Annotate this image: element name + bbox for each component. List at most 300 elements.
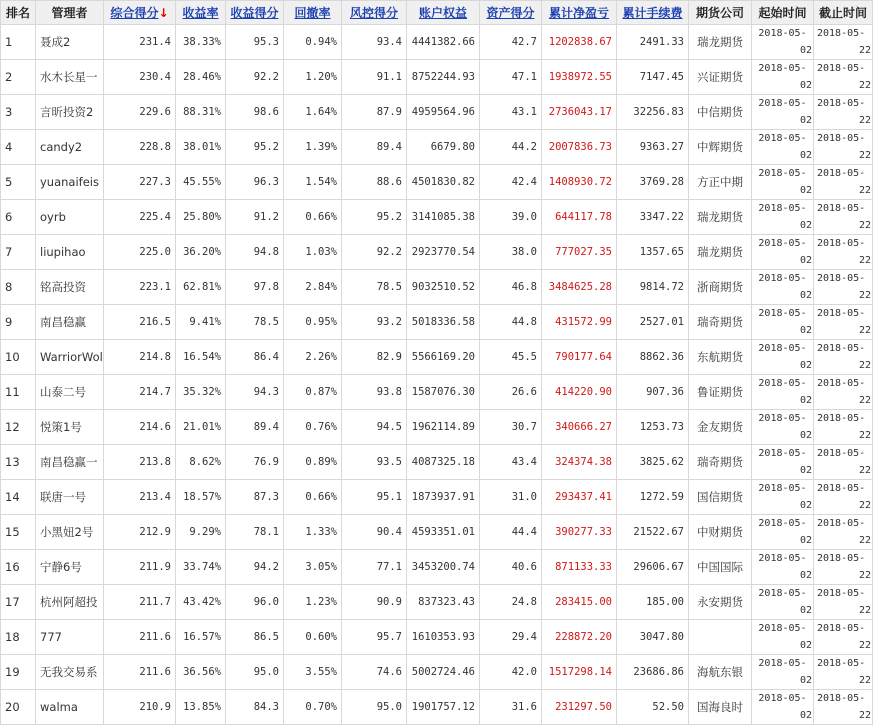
- cell-equity: 5566169.20: [407, 340, 480, 375]
- table-row: [1, 130, 873, 165]
- cell-return-rate: 16.54%: [176, 340, 226, 375]
- cell-start-time: [752, 305, 814, 340]
- cell-return-rate: 38.01%: [176, 130, 226, 165]
- header-equity[interactable]: 账户权益: [407, 1, 480, 25]
- cell-end-time: [814, 25, 873, 60]
- cell-composite-score: 211.6: [104, 655, 176, 690]
- end-time-date-part: 2018-05-: [817, 553, 866, 564]
- cell-composite-score: 225.4: [104, 200, 176, 235]
- cell-drawdown: 3.05%: [284, 550, 342, 585]
- cell-drawdown: 1.03%: [284, 235, 342, 270]
- cell-return-score: 97.8: [226, 270, 284, 305]
- cell-equity: 1610353.93: [407, 620, 480, 655]
- cell-risk-score: 92.2: [342, 235, 407, 270]
- cell-rank: 15: [1, 515, 36, 550]
- cell-futures-company: 方正中期: [689, 165, 752, 200]
- cell-risk-score: 90.4: [342, 515, 407, 550]
- end-time-date-part: 2018-05-: [817, 448, 866, 459]
- cell-drawdown: 1.23%: [284, 585, 342, 620]
- cell-risk-score: 93.5: [342, 445, 407, 480]
- cell-futures-company: 瑞龙期货: [689, 235, 752, 270]
- cell-manager: 南昌稳赢一: [36, 445, 104, 480]
- cell-return-score: 78.1: [226, 515, 284, 550]
- cell-composite-score: 214.8: [104, 340, 176, 375]
- cell-start-time: [752, 200, 814, 235]
- cell-net-pnl: 324374.38: [542, 445, 617, 480]
- cell-start-time: [752, 270, 814, 305]
- cell-return-rate: 45.55%: [176, 165, 226, 200]
- cell-manager: liupihao: [36, 235, 104, 270]
- header-drawdown[interactable]: 回撤率: [284, 1, 342, 25]
- cell-drawdown: 0.66%: [284, 200, 342, 235]
- cell-end-time: [814, 270, 873, 305]
- cell-fees: 1272.59: [617, 480, 689, 515]
- cell-risk-score: 94.5: [342, 410, 407, 445]
- end-time-date-part: 2018-05-: [817, 693, 866, 704]
- cell-return-score: 96.0: [226, 585, 284, 620]
- cell-composite-score: 214.6: [104, 410, 176, 445]
- cell-futures-company: 瑞龙期货: [689, 25, 752, 60]
- cell-asset-score: 31.0: [480, 480, 542, 515]
- cell-manager: 777: [36, 620, 104, 655]
- cell-equity: 1901757.12: [407, 690, 480, 725]
- start-time-date-part: 2018-05-: [758, 588, 807, 599]
- cell-net-pnl: 293437.41: [542, 480, 617, 515]
- cell-drawdown: 0.66%: [284, 480, 342, 515]
- cell-manager: 铭高投资: [36, 270, 104, 305]
- cell-rank: 7: [1, 235, 36, 270]
- end-time-day-part: 22: [858, 80, 871, 91]
- cell-start-time: [752, 410, 814, 445]
- cell-return-rate: 38.33%: [176, 25, 226, 60]
- cell-end-time: [814, 620, 873, 655]
- cell-return-rate: 28.46%: [176, 60, 226, 95]
- cell-return-score: 87.3: [226, 480, 284, 515]
- cell-composite-score: 211.6: [104, 620, 176, 655]
- cell-net-pnl: 283415.00: [542, 585, 617, 620]
- start-time-date-part: 2018-05-: [758, 623, 807, 634]
- cell-end-time: [814, 95, 873, 130]
- start-time-day-part: 02: [799, 325, 812, 336]
- cell-fees: 52.50: [617, 690, 689, 725]
- cell-return-score: 96.3: [226, 165, 284, 200]
- cell-manager: 无我交易系: [36, 655, 104, 690]
- cell-return-score: 95.0: [226, 655, 284, 690]
- cell-start-time: [752, 340, 814, 375]
- cell-return-score: 95.3: [226, 25, 284, 60]
- cell-futures-company: 永安期货: [689, 585, 752, 620]
- table-row: [1, 340, 873, 375]
- cell-asset-score: 24.8: [480, 585, 542, 620]
- cell-net-pnl: 228872.20: [542, 620, 617, 655]
- cell-return-rate: 33.74%: [176, 550, 226, 585]
- cell-risk-score: 95.7: [342, 620, 407, 655]
- cell-fees: 185.00: [617, 585, 689, 620]
- cell-end-time: [814, 585, 873, 620]
- cell-composite-score: 213.8: [104, 445, 176, 480]
- cell-return-rate: 36.20%: [176, 235, 226, 270]
- cell-return-rate: 13.85%: [176, 690, 226, 725]
- cell-drawdown: 0.70%: [284, 690, 342, 725]
- cell-asset-score: 43.1: [480, 95, 542, 130]
- cell-drawdown: 0.94%: [284, 25, 342, 60]
- cell-fees: 3047.80: [617, 620, 689, 655]
- cell-futures-company: 兴证期货: [689, 60, 752, 95]
- cell-risk-score: 87.9: [342, 95, 407, 130]
- start-time-day-part: 02: [799, 675, 812, 686]
- cell-fees: 907.36: [617, 375, 689, 410]
- cell-futures-company: [689, 620, 752, 655]
- header-fees[interactable]: 累计手续费: [617, 1, 689, 25]
- cell-futures-company: 瑞奇期货: [689, 445, 752, 480]
- cell-drawdown: 1.33%: [284, 515, 342, 550]
- cell-net-pnl: 2007836.73: [542, 130, 617, 165]
- cell-drawdown: 0.89%: [284, 445, 342, 480]
- cell-asset-score: 44.2: [480, 130, 542, 165]
- cell-fees: 2491.33: [617, 25, 689, 60]
- cell-fees: 7147.45: [617, 60, 689, 95]
- cell-manager: 联唐一号: [36, 480, 104, 515]
- cell-return-score: 98.6: [226, 95, 284, 130]
- cell-end-time: [814, 655, 873, 690]
- table-row: [1, 25, 873, 60]
- cell-drawdown: 0.87%: [284, 375, 342, 410]
- end-time-date-part: 2018-05-: [817, 483, 866, 494]
- cell-net-pnl: 1938972.55: [542, 60, 617, 95]
- cell-futures-company: 国海良时: [689, 690, 752, 725]
- cell-end-time: [814, 165, 873, 200]
- table-row: [1, 270, 873, 305]
- cell-rank: 6: [1, 200, 36, 235]
- start-time-day-part: 02: [799, 605, 812, 616]
- cell-equity: 4593351.01: [407, 515, 480, 550]
- cell-equity: 5018336.58: [407, 305, 480, 340]
- cell-net-pnl: 2736043.17: [542, 95, 617, 130]
- cell-return-rate: 62.81%: [176, 270, 226, 305]
- start-time-day-part: 02: [799, 500, 812, 511]
- end-time-day-part: 22: [858, 220, 871, 231]
- table-row: [1, 515, 873, 550]
- cell-start-time: [752, 445, 814, 480]
- cell-asset-score: 42.4: [480, 165, 542, 200]
- end-time-day-part: 22: [858, 255, 871, 266]
- cell-equity: 1587076.30: [407, 375, 480, 410]
- cell-net-pnl: 1202838.67: [542, 25, 617, 60]
- cell-return-score: 86.5: [226, 620, 284, 655]
- end-time-day-part: 22: [858, 500, 871, 511]
- end-time-date-part: 2018-05-: [817, 168, 866, 179]
- start-time-day-part: 02: [799, 185, 812, 196]
- cell-rank: 2: [1, 60, 36, 95]
- end-time-day-part: 22: [858, 360, 871, 371]
- cell-composite-score: 216.5: [104, 305, 176, 340]
- cell-asset-score: 45.5: [480, 340, 542, 375]
- cell-return-rate: 9.41%: [176, 305, 226, 340]
- cell-asset-score: 42.7: [480, 25, 542, 60]
- cell-fees: 21522.67: [617, 515, 689, 550]
- cell-return-rate: 43.42%: [176, 585, 226, 620]
- cell-net-pnl: 431572.99: [542, 305, 617, 340]
- cell-equity: 4959564.96: [407, 95, 480, 130]
- cell-net-pnl: 871133.33: [542, 550, 617, 585]
- table-row: [1, 620, 873, 655]
- cell-fees: 1253.73: [617, 410, 689, 445]
- cell-rank: 16: [1, 550, 36, 585]
- cell-net-pnl: 644117.78: [542, 200, 617, 235]
- cell-equity: 3141085.38: [407, 200, 480, 235]
- header-futures-company: 期货公司: [689, 1, 752, 25]
- cell-rank: 8: [1, 270, 36, 305]
- cell-end-time: [814, 480, 873, 515]
- cell-composite-score: 231.4: [104, 25, 176, 60]
- end-time-date-part: 2018-05-: [817, 658, 866, 669]
- cell-drawdown: 0.95%: [284, 305, 342, 340]
- table-row: [1, 480, 873, 515]
- cell-net-pnl: 390277.33: [542, 515, 617, 550]
- cell-return-score: 76.9: [226, 445, 284, 480]
- start-time-day-part: 02: [799, 115, 812, 126]
- cell-risk-score: 95.0: [342, 690, 407, 725]
- cell-start-time: [752, 165, 814, 200]
- cell-rank: 9: [1, 305, 36, 340]
- end-time-day-part: 22: [858, 150, 871, 161]
- cell-rank: 20: [1, 690, 36, 725]
- cell-composite-score: 227.3: [104, 165, 176, 200]
- cell-start-time: [752, 60, 814, 95]
- cell-composite-score: 210.9: [104, 690, 176, 725]
- cell-composite-score: 230.4: [104, 60, 176, 95]
- cell-drawdown: 1.20%: [284, 60, 342, 95]
- cell-return-rate: 9.29%: [176, 515, 226, 550]
- table-row: [1, 165, 873, 200]
- cell-asset-score: 26.6: [480, 375, 542, 410]
- start-time-day-part: 02: [799, 290, 812, 301]
- end-time-date-part: 2018-05-: [817, 238, 866, 249]
- end-time-date-part: 2018-05-: [817, 63, 866, 74]
- start-time-date-part: 2018-05-: [758, 168, 807, 179]
- start-time-date-part: 2018-05-: [758, 133, 807, 144]
- table-row: [1, 235, 873, 270]
- end-time-day-part: 22: [858, 535, 871, 546]
- cell-risk-score: 77.1: [342, 550, 407, 585]
- header-rank: 排名: [1, 1, 36, 25]
- cell-risk-score: 74.6: [342, 655, 407, 690]
- cell-start-time: [752, 480, 814, 515]
- header-composite-score[interactable]: 综合得分↓: [104, 1, 176, 25]
- cell-equity: 837323.43: [407, 585, 480, 620]
- cell-return-score: 91.2: [226, 200, 284, 235]
- cell-asset-score: 31.6: [480, 690, 542, 725]
- end-time-date-part: 2018-05-: [817, 413, 866, 424]
- cell-equity: 8752244.93: [407, 60, 480, 95]
- cell-asset-score: 29.4: [480, 620, 542, 655]
- cell-rank: 10: [1, 340, 36, 375]
- cell-end-time: [814, 340, 873, 375]
- cell-drawdown: 2.26%: [284, 340, 342, 375]
- cell-asset-score: 39.0: [480, 200, 542, 235]
- cell-return-rate: 36.56%: [176, 655, 226, 690]
- cell-rank: 13: [1, 445, 36, 480]
- cell-composite-score: 214.7: [104, 375, 176, 410]
- end-time-day-part: 22: [858, 185, 871, 196]
- cell-return-rate: 35.32%: [176, 375, 226, 410]
- end-time-date-part: 2018-05-: [817, 98, 866, 109]
- start-time-date-part: 2018-05-: [758, 553, 807, 564]
- header-row: [1, 1, 873, 25]
- end-time-date-part: 2018-05-: [817, 308, 866, 319]
- cell-risk-score: 95.2: [342, 200, 407, 235]
- cell-futures-company: 国信期货: [689, 480, 752, 515]
- header-end-time: 截止时间: [814, 1, 873, 25]
- start-time-date-part: 2018-05-: [758, 518, 807, 529]
- cell-end-time: [814, 235, 873, 270]
- cell-drawdown: 2.84%: [284, 270, 342, 305]
- end-time-day-part: 22: [858, 115, 871, 126]
- cell-futures-company: 东航期货: [689, 340, 752, 375]
- cell-risk-score: 91.1: [342, 60, 407, 95]
- table-row: [1, 445, 873, 480]
- header-return-score[interactable]: 收益得分: [226, 1, 284, 25]
- cell-drawdown: 1.64%: [284, 95, 342, 130]
- cell-equity: 1873937.91: [407, 480, 480, 515]
- start-time-date-part: 2018-05-: [758, 658, 807, 669]
- cell-end-time: [814, 305, 873, 340]
- start-time-day-part: 02: [799, 395, 812, 406]
- start-time-date-part: 2018-05-: [758, 378, 807, 389]
- cell-drawdown: 0.76%: [284, 410, 342, 445]
- start-time-day-part: 02: [799, 360, 812, 371]
- cell-return-rate: 88.31%: [176, 95, 226, 130]
- cell-futures-company: 中财期货: [689, 515, 752, 550]
- end-time-day-part: 22: [858, 325, 871, 336]
- table-row: [1, 410, 873, 445]
- cell-composite-score: 211.9: [104, 550, 176, 585]
- cell-rank: 4: [1, 130, 36, 165]
- cell-manager: 杭州阿超投: [36, 585, 104, 620]
- start-time-day-part: 02: [799, 45, 812, 56]
- cell-futures-company: 中信期货: [689, 95, 752, 130]
- cell-composite-score: 229.6: [104, 95, 176, 130]
- cell-fees: 9363.27: [617, 130, 689, 165]
- end-time-day-part: 22: [858, 465, 871, 476]
- end-time-date-part: 2018-05-: [817, 203, 866, 214]
- cell-start-time: [752, 515, 814, 550]
- cell-rank: 12: [1, 410, 36, 445]
- start-time-date-part: 2018-05-: [758, 308, 807, 319]
- cell-futures-company: 中辉期货: [689, 130, 752, 165]
- cell-futures-company: 金友期货: [689, 410, 752, 445]
- cell-manager: 言昕投资2: [36, 95, 104, 130]
- sort-desc-arrow-icon: ↓: [158, 6, 169, 20]
- header-return-rate[interactable]: 收益率: [176, 1, 226, 25]
- cell-manager: WarriorWol: [36, 340, 104, 375]
- cell-equity: 4501830.82: [407, 165, 480, 200]
- header-risk-score[interactable]: 风控得分: [342, 1, 407, 25]
- cell-futures-company: 海航东银: [689, 655, 752, 690]
- cell-rank: 14: [1, 480, 36, 515]
- table-row: [1, 585, 873, 620]
- cell-risk-score: 93.2: [342, 305, 407, 340]
- cell-manager: 南昌稳赢: [36, 305, 104, 340]
- end-time-date-part: 2018-05-: [817, 378, 866, 389]
- start-time-date-part: 2018-05-: [758, 483, 807, 494]
- start-time-date-part: 2018-05-: [758, 693, 807, 704]
- cell-net-pnl: 340666.27: [542, 410, 617, 445]
- cell-rank: 18: [1, 620, 36, 655]
- cell-fees: 1357.65: [617, 235, 689, 270]
- cell-end-time: [814, 130, 873, 165]
- cell-rank: 5: [1, 165, 36, 200]
- cell-fees: 23686.86: [617, 655, 689, 690]
- cell-end-time: [814, 410, 873, 445]
- cell-end-time: [814, 200, 873, 235]
- header-net-pnl[interactable]: 累计净盈亏: [542, 1, 617, 25]
- start-time-day-part: 02: [799, 535, 812, 546]
- end-time-day-part: 22: [858, 395, 871, 406]
- end-time-day-part: 22: [858, 710, 871, 721]
- cell-fees: 3769.28: [617, 165, 689, 200]
- cell-asset-score: 44.8: [480, 305, 542, 340]
- cell-return-rate: 25.80%: [176, 200, 226, 235]
- cell-net-pnl: 1517298.14: [542, 655, 617, 690]
- cell-net-pnl: 414220.90: [542, 375, 617, 410]
- cell-return-rate: 16.57%: [176, 620, 226, 655]
- table-row: [1, 60, 873, 95]
- cell-return-score: 94.2: [226, 550, 284, 585]
- end-time-day-part: 22: [858, 675, 871, 686]
- cell-asset-score: 42.0: [480, 655, 542, 690]
- cell-fees: 2527.01: [617, 305, 689, 340]
- cell-risk-score: 95.1: [342, 480, 407, 515]
- cell-asset-score: 40.6: [480, 550, 542, 585]
- cell-drawdown: 1.54%: [284, 165, 342, 200]
- cell-asset-score: 43.4: [480, 445, 542, 480]
- cell-futures-company: 中国国际: [689, 550, 752, 585]
- cell-futures-company: 浙商期货: [689, 270, 752, 305]
- end-time-day-part: 22: [858, 640, 871, 651]
- cell-rank: 19: [1, 655, 36, 690]
- end-time-date-part: 2018-05-: [817, 518, 866, 529]
- start-time-date-part: 2018-05-: [758, 203, 807, 214]
- table-row: [1, 95, 873, 130]
- cell-composite-score: 211.7: [104, 585, 176, 620]
- cell-start-time: [752, 25, 814, 60]
- cell-end-time: [814, 60, 873, 95]
- header-asset-score[interactable]: 资产得分: [480, 1, 542, 25]
- cell-manager: 宁静6号: [36, 550, 104, 585]
- start-time-date-part: 2018-05-: [758, 28, 807, 39]
- start-time-day-part: 02: [799, 465, 812, 476]
- end-time-day-part: 22: [858, 430, 871, 441]
- cell-futures-company: 瑞龙期货: [689, 200, 752, 235]
- start-time-day-part: 02: [799, 150, 812, 161]
- cell-return-rate: 21.01%: [176, 410, 226, 445]
- cell-return-rate: 18.57%: [176, 480, 226, 515]
- cell-fees: 8862.36: [617, 340, 689, 375]
- cell-equity: 3453200.74: [407, 550, 480, 585]
- cell-manager: candy2: [36, 130, 104, 165]
- cell-start-time: [752, 95, 814, 130]
- cell-rank: 11: [1, 375, 36, 410]
- cell-end-time: [814, 375, 873, 410]
- header-manager: 管理者: [36, 1, 104, 25]
- cell-risk-score: 93.8: [342, 375, 407, 410]
- cell-manager: yuanaifeis: [36, 165, 104, 200]
- cell-asset-score: 30.7: [480, 410, 542, 445]
- end-time-day-part: 22: [858, 45, 871, 56]
- cell-manager: 水木长星一: [36, 60, 104, 95]
- start-time-date-part: 2018-05-: [758, 98, 807, 109]
